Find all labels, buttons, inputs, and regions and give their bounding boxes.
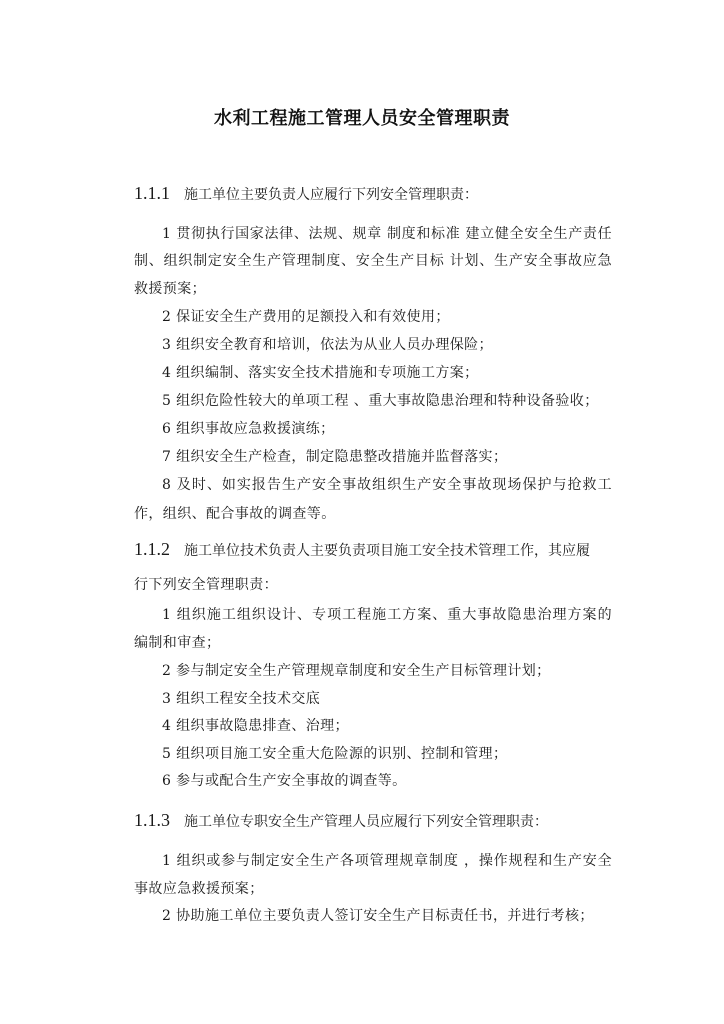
paragraph-line: 7 组织安全生产检查，制定隐患整改措施并监督落实； — [162, 449, 508, 465]
paragraph-line: 5 组织危险性较大的单项工程 、重大事故隐患治理和特种设备验收； — [162, 393, 599, 409]
paragraph-line: 2 保证安全生产费用的足额投入和有效使用； — [162, 309, 450, 325]
paragraph-line: 救援预案； — [134, 281, 206, 297]
section-heading-text: 施工单位主要负责人应履行下列安全管理职责： — [184, 187, 478, 203]
paragraph-line: 制、组织制定安全生产管理制度、安全生产目标 计划、生产安全事故应急 — [134, 253, 612, 269]
section-heading-text: 施工单位技术负责人主要负责项目施工安全技术管理工作，其应履 — [184, 543, 590, 559]
paragraph-line: 2 协助施工单位主要负责人签订安全生产目标责任书，并进行考核； — [162, 908, 594, 924]
paragraph-line: 事故应急救援预案； — [134, 881, 264, 897]
paragraph-line: 4 组织事故隐患排查、治理； — [162, 718, 349, 734]
section-heading — [134, 183, 478, 205]
section-heading-continuation: 行下列安全管理职责： — [134, 577, 278, 593]
document-title: 水利工程施工管理人员安全管理职责 — [214, 108, 510, 129]
paragraph-line: 4 组织编制、落实安全技术措施和专项施工方案； — [162, 365, 479, 381]
paragraph-line: 作，组织、配合事故的调查等。 — [134, 506, 336, 522]
paragraph-line: 5 组织项目施工安全重大危险源的识别、控制和管理； — [162, 746, 508, 762]
paragraph-line: 1 贯彻执行国家法律、法规、规章 制度和标准 建立健全安全生产责任 — [162, 226, 612, 242]
section-number: 1.1.2 — [134, 539, 170, 559]
paragraph-line: 3 组织安全教育和培训，依法为从业人员办理保险； — [162, 337, 493, 353]
paragraph-line: 2 参与制定安全生产管理规章制度和安全生产目标管理计划； — [162, 663, 551, 679]
paragraph-line: 8 及时、如实报告生产安全事故组织生产安全事故现场保护与抢救工 — [162, 477, 612, 493]
paragraph-line: 1 组织或参与制定安全生产各项管理规章制度 ，操作规程和生产安全 — [162, 853, 612, 869]
paragraph-line: 3 组织工程安全技术交底 — [162, 691, 321, 707]
section-number: 1.1.1 — [134, 183, 170, 203]
paragraph-line: 编制和审查； — [134, 635, 221, 651]
paragraph-line: 6 组织事故应急救援演练； — [162, 421, 335, 437]
section-heading-text: 施工单位专职安全生产管理人员应履行下列安全管理职责： — [184, 814, 548, 830]
section-number: 1.1.3 — [134, 810, 170, 830]
paragraph-line: 1 组织施工组织设计、专项工程施工方案、重大事故隐患治理方案的 — [162, 607, 612, 623]
paragraph-line: 6 参与或配合生产安全事故的调查等。 — [162, 773, 407, 789]
section-heading — [134, 810, 548, 832]
section-heading — [134, 539, 608, 561]
